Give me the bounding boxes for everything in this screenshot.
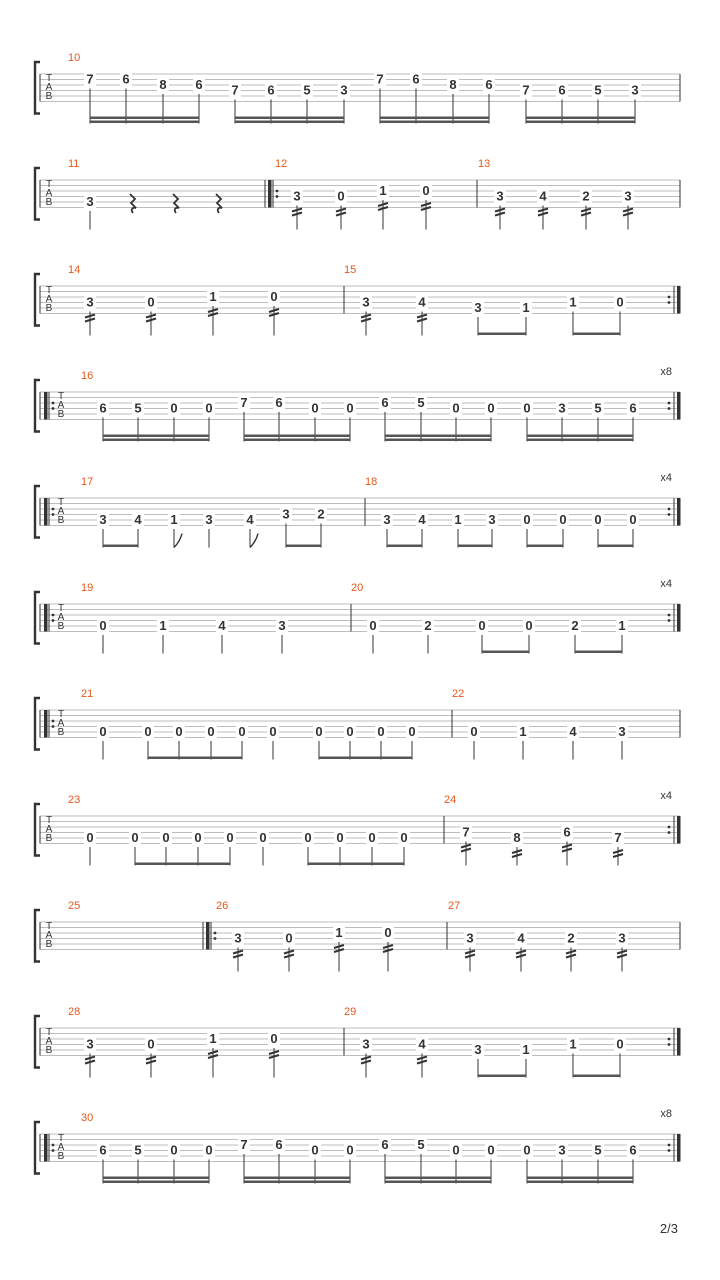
beam [103,439,209,442]
tab-clef-a: A [57,1142,65,1153]
beam [527,545,563,548]
fret-number: 7 [614,830,622,845]
fret-number: 0 [346,400,354,416]
fret-number: 0 [523,1142,531,1158]
fret-number: 3 [496,188,504,204]
fret-number: 3 [362,294,370,310]
repeat-count: x4 [660,790,672,802]
beam [103,435,209,438]
system-bracket [35,380,40,432]
fret-number: 0 [384,925,392,940]
fret-number: 0 [311,1142,319,1158]
fret-number: 0 [525,618,533,633]
beam [90,117,199,120]
fret-number: 0 [346,1142,354,1158]
fret-number: 0 [629,512,637,527]
measure-number: 20 [351,582,364,594]
tab-clef-a: A [45,188,53,199]
tab-clef-b: B [57,621,65,632]
system-bracket [35,592,40,644]
repeat-count: x8 [660,366,672,378]
repeat-dot [52,1144,55,1147]
fret-number: 8 [159,77,167,92]
tab-clef-a: A [45,930,53,941]
measure-number: 14 [68,264,81,276]
fret-number: 7 [86,71,94,87]
beam [380,117,489,120]
tab-clef-b: B [57,727,65,738]
measure-number: 27 [448,900,461,912]
system-bracket [35,62,40,114]
measure-number: 17 [81,476,94,488]
fret-number: 0 [207,724,215,739]
fret-number: 0 [616,1036,624,1052]
fret-number: 0 [616,294,624,310]
fret-number: 6 [381,1137,389,1152]
fret-number: 3 [558,400,566,416]
beam [527,439,633,442]
fret-number: 0 [194,830,202,845]
fret-number: 7 [376,71,384,87]
beam [598,545,633,548]
fret-number: 0 [315,724,323,739]
repeat-end-thick [677,604,681,632]
fret-number: 3 [624,188,632,204]
fret-number: 0 [269,724,277,739]
fret-number: 3 [631,82,639,98]
repeat-start-thick [44,498,48,526]
beam [575,651,622,654]
tab-clef-b: B [45,197,53,208]
repeat-dot [276,190,279,193]
fret-number: 4 [218,618,226,633]
fret-number: 3 [362,1036,370,1052]
beam [103,1181,209,1184]
repeat-start-thick [44,392,48,420]
tab-clef-a: A [45,1036,53,1047]
fret-number: 0 [147,294,155,310]
fret-number: 7 [240,1137,248,1152]
repeat-dot [668,1149,671,1152]
fret-number: 0 [147,1036,155,1052]
tab-clef-b: B [45,833,53,844]
beam [478,1075,526,1078]
fret-number: 6 [275,1137,283,1152]
system-bracket [35,1122,40,1174]
fret-number: 8 [449,77,457,92]
fret-number: 1 [170,512,178,527]
beam [308,863,404,866]
beam [573,333,620,336]
tab-clef-b: B [45,303,53,314]
repeat-end-thick [677,286,681,314]
measure-number: 15 [344,264,357,276]
beam [319,757,412,760]
fret-number: 6 [99,400,107,416]
measure-number: 30 [81,1112,94,1124]
fret-number: 0 [304,830,312,845]
tab-clef-t: T [57,1133,65,1144]
fret-number: 1 [522,300,530,315]
repeat-dot [52,407,55,410]
repeat-dot [668,301,671,304]
repeat-end-thick [677,1028,681,1056]
system-bracket [35,274,40,326]
repeat-start-thick [44,1134,48,1162]
measure-number: 24 [444,794,457,806]
fret-number: 0 [523,400,531,416]
repeat-dot [214,937,217,940]
measure-number: 19 [81,582,94,594]
fret-number: 0 [259,830,267,845]
fret-number: 0 [487,1142,495,1158]
tab-clef-t: T [57,709,65,720]
fret-number: 0 [170,400,178,416]
fret-number: 3 [205,512,213,527]
beam [385,1177,491,1180]
repeat-end-thick [677,816,681,844]
fret-number: 0 [336,830,344,845]
fret-number: 4 [246,512,254,527]
beam [235,121,344,124]
tab-clef-b: B [57,1151,65,1162]
tab-clef-t: T [45,285,53,296]
fret-number: 0 [452,400,460,416]
beam [103,545,138,548]
fret-number: 0 [205,1142,213,1158]
fret-number: 5 [134,400,142,416]
system-bracket [35,1016,40,1068]
fret-number: 3 [383,512,391,527]
fret-number: 6 [195,77,203,92]
tab-clef-b: B [45,91,53,102]
fret-number: 0 [368,830,376,845]
repeat-dot [668,508,671,511]
fret-number: 4 [539,188,547,204]
repeat-dot [52,614,55,617]
fret-number: 7 [522,82,530,98]
tab-clef-t: T [45,921,53,932]
repeat-dot [52,725,55,728]
repeat-end-thick [677,392,681,420]
fret-number: 0 [238,724,246,739]
fret-number: 3 [86,1036,94,1052]
fret-number: 0 [346,724,354,739]
fret-number: 0 [452,1142,460,1158]
fret-number: 1 [618,618,626,633]
fret-number: 0 [162,830,170,845]
tab-clef-a: A [57,718,65,729]
measure-number: 13 [478,158,491,170]
measure-number: 23 [68,794,81,806]
fret-number: 4 [134,512,142,527]
fret-number: 0 [311,400,319,416]
tab-clef-b: B [57,409,65,420]
fret-number: 6 [558,82,566,98]
beam [244,1181,350,1184]
beam [527,1177,633,1180]
repeat-start-thick [206,922,210,950]
repeat-count: x4 [660,472,672,484]
tab-clef-t: T [45,815,53,826]
measure-number: 25 [68,900,81,912]
system-bracket [35,698,40,750]
fret-number: 0 [99,618,107,633]
fret-number: 6 [563,824,571,840]
repeat-dot [52,402,55,405]
fret-number: 0 [226,830,234,845]
fret-number: 4 [418,294,426,310]
tab-clef-b: B [45,939,53,950]
fret-number: 4 [418,512,426,527]
repeat-dot [276,195,279,198]
fret-number: 7 [462,824,470,840]
beam [527,435,633,438]
fret-number: 0 [337,188,345,204]
fret-number: 6 [485,77,493,92]
beam [387,545,422,548]
repeat-dot [52,619,55,622]
tab-clef-a: A [45,82,53,93]
fret-number: 3 [488,512,496,527]
fret-number: 5 [594,82,602,98]
beam [458,545,492,548]
fret-number: 8 [513,830,521,845]
repeat-dot [668,826,671,829]
measure-number: 26 [216,900,229,912]
fret-number: 3 [86,294,94,310]
beam [244,1177,350,1180]
fret-number: 4 [569,724,577,739]
fret-number: 0 [369,618,377,633]
beam [385,439,491,442]
system-bracket [35,804,40,856]
beam [527,1181,633,1184]
beam [244,435,350,438]
tab-clef-t: T [57,497,65,508]
fret-number: 5 [417,395,425,410]
fret-number: 3 [474,300,482,315]
fret-number: 6 [412,71,420,87]
repeat-dot [668,402,671,405]
measure-number: 10 [68,52,81,64]
fret-number: 0 [144,724,152,739]
repeat-dot [668,1038,671,1041]
fret-number: 5 [303,82,311,98]
fret-number: 2 [567,930,575,946]
tab-clef-a: A [57,612,65,623]
fret-number: 4 [517,930,525,946]
fret-number: 0 [470,724,478,739]
fret-number: 7 [240,395,248,410]
fret-number: 0 [559,512,567,527]
repeat-dot [668,619,671,622]
fret-number: 7 [231,82,239,98]
repeat-dot [668,296,671,299]
fret-number: 4 [418,1036,426,1052]
beam [526,121,635,124]
fret-number: 0 [523,512,531,527]
fret-number: 3 [618,930,626,946]
beam [526,117,635,120]
system-bracket [35,168,40,220]
fret-number: 3 [282,506,290,522]
fret-number: 5 [134,1142,142,1158]
tab-clef-b: B [57,515,65,526]
fret-number: 0 [99,724,107,739]
fret-number: 2 [571,618,579,633]
beam [244,439,350,442]
repeat-dot [214,932,217,935]
fret-number: 1 [569,294,577,310]
repeat-dot [52,1149,55,1152]
fret-number: 1 [379,183,387,198]
fret-number: 0 [270,1031,278,1046]
fret-number: 0 [478,618,486,633]
tab-clef-t: T [57,603,65,614]
fret-number: 0 [487,400,495,416]
note-flag [250,534,258,548]
fret-number: 0 [285,930,293,946]
beam [385,1181,491,1184]
repeat-dot [668,831,671,834]
fret-number: 1 [209,1031,217,1046]
repeat-dot [668,1043,671,1046]
beam [478,333,526,336]
fret-number: 6 [629,1142,637,1158]
fret-number: 3 [340,82,348,98]
tab-clef-t: T [45,73,53,84]
repeat-dot [668,513,671,516]
fret-number: 0 [408,724,416,739]
fret-number: 6 [99,1142,107,1158]
fret-number: 6 [275,395,283,410]
fret-number: 3 [278,618,286,633]
measure-number: 21 [81,688,94,700]
repeat-dot [52,720,55,723]
tab-clef-t: T [57,391,65,402]
fret-number: 2 [317,506,325,522]
measure-number: 16 [81,370,94,382]
fret-number: 1 [454,512,462,527]
tab-clef-a: A [45,294,53,305]
fret-number: 3 [466,930,474,946]
repeat-dot [668,407,671,410]
tab-clef-a: A [45,824,53,835]
measure-number: 18 [365,476,378,488]
fret-number: 3 [234,930,242,946]
beam [573,1075,620,1078]
fret-number: 0 [175,724,183,739]
beam [385,435,491,438]
fret-number: 0 [205,400,213,416]
fret-number: 1 [335,925,343,940]
system-bracket [35,910,40,962]
repeat-dot [668,614,671,617]
fret-number: 5 [594,1142,602,1158]
fret-number: 2 [424,618,432,633]
fret-number: 0 [400,830,408,845]
fret-number: 0 [594,512,602,527]
repeat-dot [52,508,55,511]
repeat-end-thick [677,1134,681,1162]
fret-number: 0 [270,289,278,304]
fret-number: 0 [170,1142,178,1158]
fret-number: 2 [582,188,590,204]
page-number: 2/3 [659,1221,678,1236]
fret-number: 6 [122,71,130,87]
beam [135,863,230,866]
fret-number: 0 [86,830,94,845]
fret-number: 1 [519,724,527,739]
fret-number: 6 [381,395,389,410]
fret-number: 3 [99,512,107,527]
beam [148,757,242,760]
note-flag [174,534,182,548]
beam [103,1177,209,1180]
repeat-start-thick [44,604,48,632]
repeat-start-thick [268,180,272,208]
fret-number: 1 [569,1036,577,1052]
fret-number: 0 [131,830,139,845]
tab-clef-a: A [57,506,65,517]
measure-number: 28 [68,1006,81,1018]
repeat-dot [52,513,55,516]
fret-number: 3 [618,724,626,739]
beam [235,117,344,120]
measure-number: 22 [452,688,465,700]
beam [482,651,529,654]
beam [90,121,199,124]
fret-number: 5 [594,400,602,416]
fret-number: 0 [377,724,385,739]
fret-number: 6 [267,82,275,98]
fret-number: 3 [558,1142,566,1158]
fret-number: 5 [417,1137,425,1152]
tab-clef-t: T [45,1027,53,1038]
beam [380,121,489,124]
measure-number: 29 [344,1006,357,1018]
measure-number: 11 [68,158,80,170]
repeat-count: x4 [660,578,672,590]
repeat-dot [668,1144,671,1147]
repeat-end-thick [677,498,681,526]
fret-number: 6 [629,400,637,416]
fret-number: 3 [86,194,94,209]
fret-number: 3 [293,188,301,204]
beam [286,545,321,548]
system-bracket [35,486,40,538]
tab-clef-a: A [57,400,65,411]
repeat-start-thick [44,710,48,738]
measure-number: 12 [275,158,288,170]
fret-number: 3 [474,1042,482,1057]
fret-number: 0 [422,183,430,198]
fret-number: 1 [522,1042,530,1057]
repeat-count: x8 [660,1108,672,1120]
tab-clef-t: T [45,179,53,190]
tab-clef-b: B [45,1045,53,1056]
fret-number: 1 [209,289,217,304]
fret-number: 1 [159,618,167,633]
